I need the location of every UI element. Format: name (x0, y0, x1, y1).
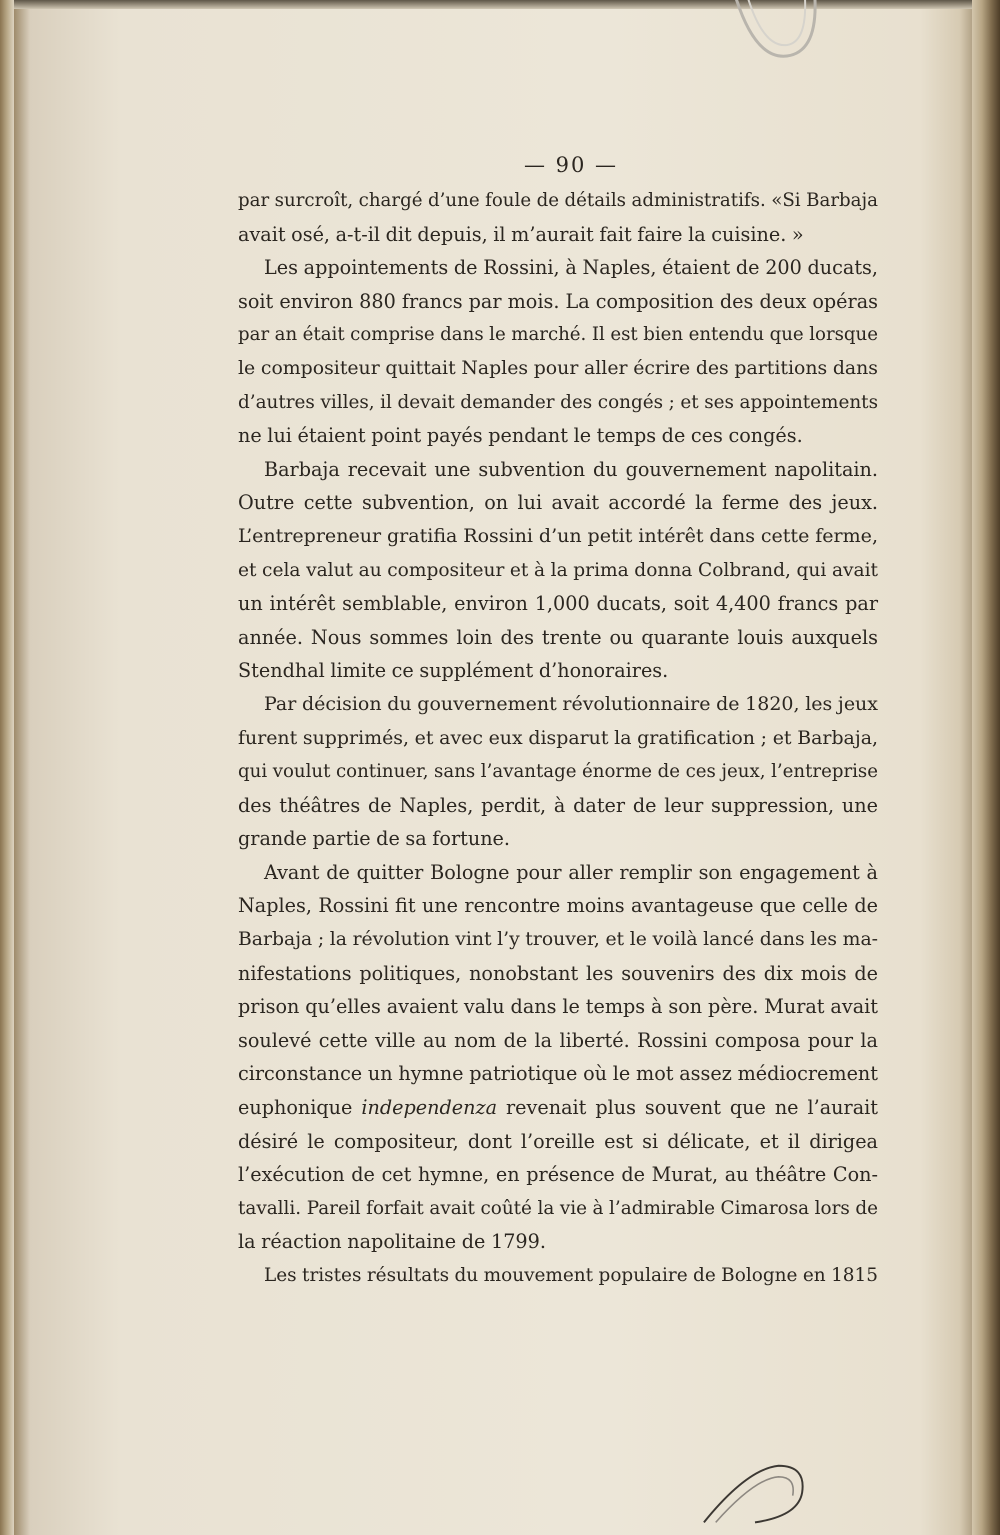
book-page-text (238, 150, 878, 1293)
text-line: qui voulut continuer, sans l’avantage énorme de ces jeux, l’entreprise (238, 761, 878, 783)
text-line: Naples, Rossini fit une rencontre moins avantageuse que celle de (238, 894, 878, 918)
top-edge (0, 0, 1000, 9)
text-line: des théâtres de Naples, perdit, à dater de leur suppression, une (238, 793, 878, 817)
text-line: par surcroît, chargé d’une foule de détails administratifs. «Si Barbaja (238, 190, 878, 211)
paper-clip-top-icon (725, 0, 835, 65)
text-line: le compositeur quittait Naples pour aller écrire des partitions dans (238, 356, 878, 379)
paper-clip-bottom-icon (700, 1455, 810, 1530)
page-number: — 90 — (523, 153, 619, 177)
paragraph-4 (238, 688, 878, 856)
text-line: d’autres villes, il devait demander des congés ; et ses appointements (238, 391, 878, 413)
text-line: Les tristes résultats du mouvement populaire de Bologne en 1815 (264, 1265, 878, 1286)
text-line: L’entrepreneur gratifia Rossini d’un petit intérêt dans cette ferme, (238, 524, 878, 547)
text-segment: revenait plus souvent que ne l’aurait (497, 1096, 878, 1120)
text-line: un intérêt semblable, environ 1,000 ducats, soit 4,400 francs par (238, 592, 878, 616)
left-binding-edge (0, 0, 14, 1535)
text-line: Barbaja ; la révolution vint l’y trouver, et le voilà lancé dans les ma- (238, 929, 878, 951)
text-line: Avant de quitter Bologne pour aller remplir son engagement à (264, 860, 878, 884)
text-line: nifestations politiques, nonobstant les souvenirs des dix mois de (238, 961, 878, 985)
text-line: Stendhal limite ce supplément d’honoraires. (238, 659, 669, 683)
paragraph-5 (238, 856, 878, 1259)
right-page-edge (972, 0, 1000, 1535)
text-line: ne lui étaient point payés pendant le temps de ces congés. (238, 424, 803, 448)
text-line: soit environ 880 francs par mois. La composition des deux opéras (238, 289, 878, 313)
text-line: la réaction napolitaine de 1799. (238, 1230, 546, 1254)
text-segment: euphonique (238, 1096, 362, 1120)
text-line-with-italic (238, 1091, 878, 1125)
text-line: par an était comprise dans le marché. Il est bien entendu que lorsque (238, 324, 878, 346)
text-line: grande partie de sa fortune. (238, 827, 511, 851)
paragraph-6 (238, 1259, 878, 1293)
text-line: Barbaja recevait une subvention du gouvernement napolitain. (264, 457, 878, 481)
text-line: prison qu’elles avaient valu dans le temps à son père. Murat avait (238, 995, 878, 1019)
paragraph-3 (238, 453, 878, 688)
text-line: Outre cette subvention, on lui avait accordé la ferme des jeux. (238, 491, 878, 515)
text-line: soulevé cette ville au nom de la liberté. Rossini composa pour la (238, 1028, 878, 1052)
paragraph-1 (238, 184, 878, 251)
text-line: Les appointements de Rossini, à Naples, étaient de 200 ducats, (264, 256, 878, 280)
text-line: circonstance un hymne patriotique où le mot assez médiocrement (238, 1062, 878, 1086)
text-line: furent supprimés, et avec eux disparut la gratification ; et Barbaja, (238, 726, 878, 749)
italic-word: independenza (361, 1096, 498, 1120)
text-line: année. Nous sommes loin des trente ou quarante louis auxquels (238, 625, 878, 649)
text-line: tavalli. Pareil forfait avait coûté la vie à l’admirable Cimarosa lors de (238, 1197, 878, 1219)
text-line: et cela valut au compositeur et à la prima donna Colbrand, qui avait (238, 559, 878, 581)
text-line: l’exécution de cet hymne, en présence de Murat, au théâtre Con- (238, 1163, 878, 1187)
paragraph-2 (238, 251, 878, 453)
text-line: avait osé, a-t-il dit depuis, il m’aurait fait faire la cuisine. » (238, 222, 804, 246)
text-line: désiré le compositeur, dont l’oreille est si délicate, et il dirigea (238, 1129, 878, 1153)
text-line: Par décision du gouvernement révolutionnaire de 1820, les jeux (264, 692, 878, 715)
